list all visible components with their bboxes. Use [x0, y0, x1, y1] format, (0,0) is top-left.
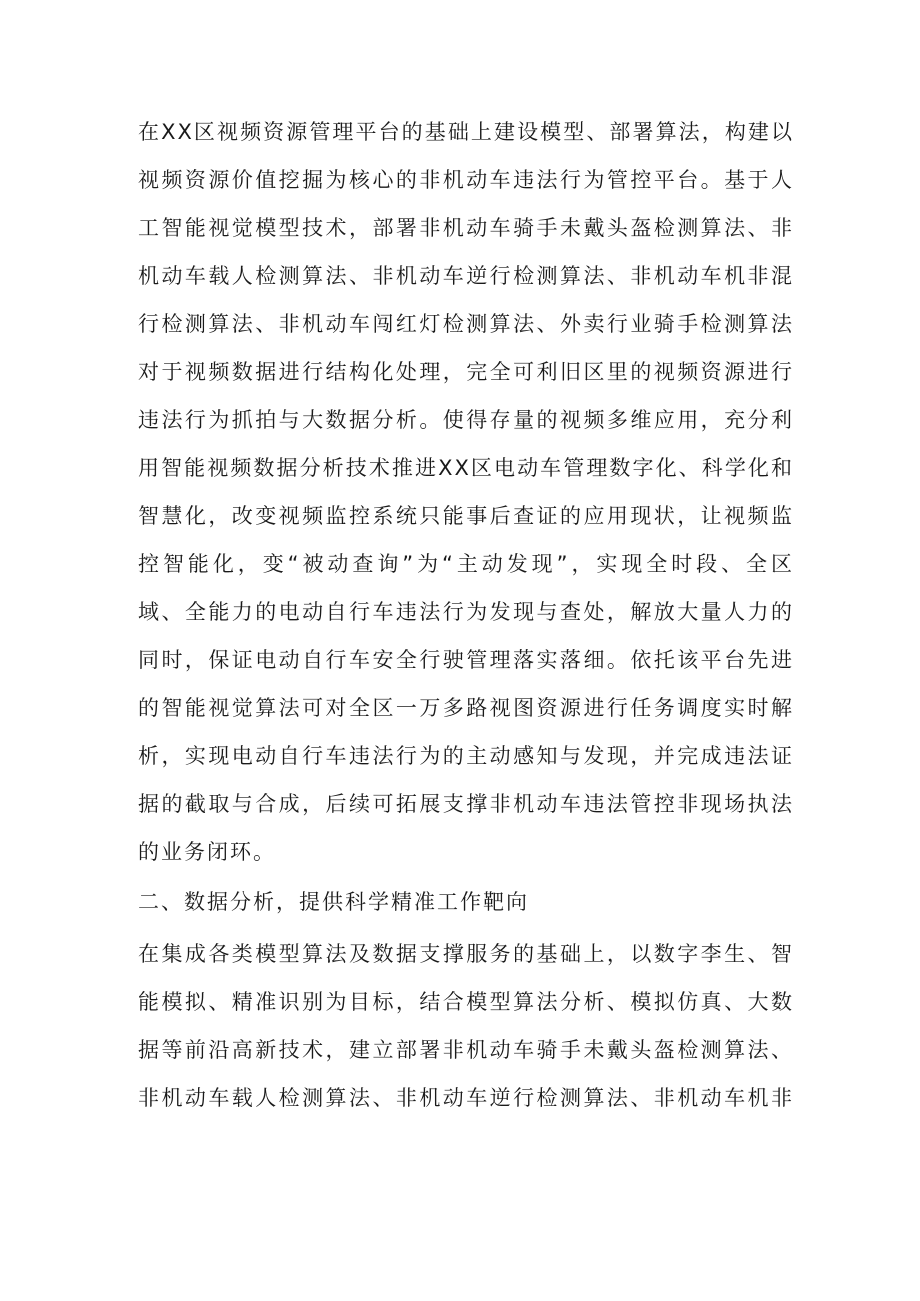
text-line: 同时，保证电动自行车安全行驶管理落实落细。依托该平台先进 — [138, 648, 794, 672]
text-line: 视频资源价值挖掘为核心的非机动车违法行为管控平台。基于人 — [138, 168, 794, 192]
text-line: 据的截取与合成，后续可拓展支撑非机动车违法管控非现场执法 — [138, 792, 794, 816]
section-heading: 二、数据分析，提供科学精准工作靶向 — [138, 890, 529, 914]
text-line: 析，实现电动自行车违法行为的主动感知与发现，并完成违法证 — [138, 744, 794, 768]
text-line: 用智能视频数据分析技术推进XX区电动车管理数字化、科学化和 — [138, 456, 794, 480]
text-line: 能模拟、精准识别为目标，结合模型算法分析、模拟仿真、大数 — [138, 990, 794, 1014]
text-line: 非机动车载人检测算法、非机动车逆行检测算法、非机动车机非 — [138, 1086, 794, 1110]
text-line: 工智能视觉模型技术，部署非机动车骑手未戴头盔检测算法、非 — [138, 216, 794, 240]
text-line: 机动车载人检测算法、非机动车逆行检测算法、非机动车机非混 — [138, 264, 794, 288]
text-line: 在XX区视频资源管理平台的基础上建设模型、部署算法，构建以 — [138, 120, 794, 144]
text-line: 违法行为抓拍与大数据分析。使得存量的视频多维应用，充分利 — [138, 408, 794, 432]
text-line: 控智能化，变“被动查询”为“主动发现”，实现全时段、全区 — [138, 552, 794, 576]
text-line: 域、全能力的电动自行车违法行为发现与查处，解放大量人力的 — [138, 600, 794, 624]
text-line: 据等前沿高新技术，建立部署非机动车骑手未戴头盔检测算法、 — [138, 1038, 794, 1062]
paragraph-1 — [138, 108, 794, 876]
text-line: 的智能视觉算法可对全区一万多路视图资源进行任务调度实时解 — [138, 696, 794, 720]
document-body — [138, 108, 794, 1122]
text-line: 的业务闭环。 — [138, 840, 276, 864]
text-line: 对于视频数据进行结构化处理，完全可利旧区里的视频资源进行 — [138, 360, 794, 384]
text-line: 在集成各类模型算法及数据支撑服务的基础上，以数字李生、智 — [138, 942, 794, 966]
text-line: 行检测算法、非机动车闯红灯检测算法、外卖行业骑手检测算法 — [138, 312, 794, 336]
text-line: 智慧化，改变视频监控系统只能事后查证的应用现状，让视频监 — [138, 504, 794, 528]
paragraph-2 — [138, 930, 794, 1122]
